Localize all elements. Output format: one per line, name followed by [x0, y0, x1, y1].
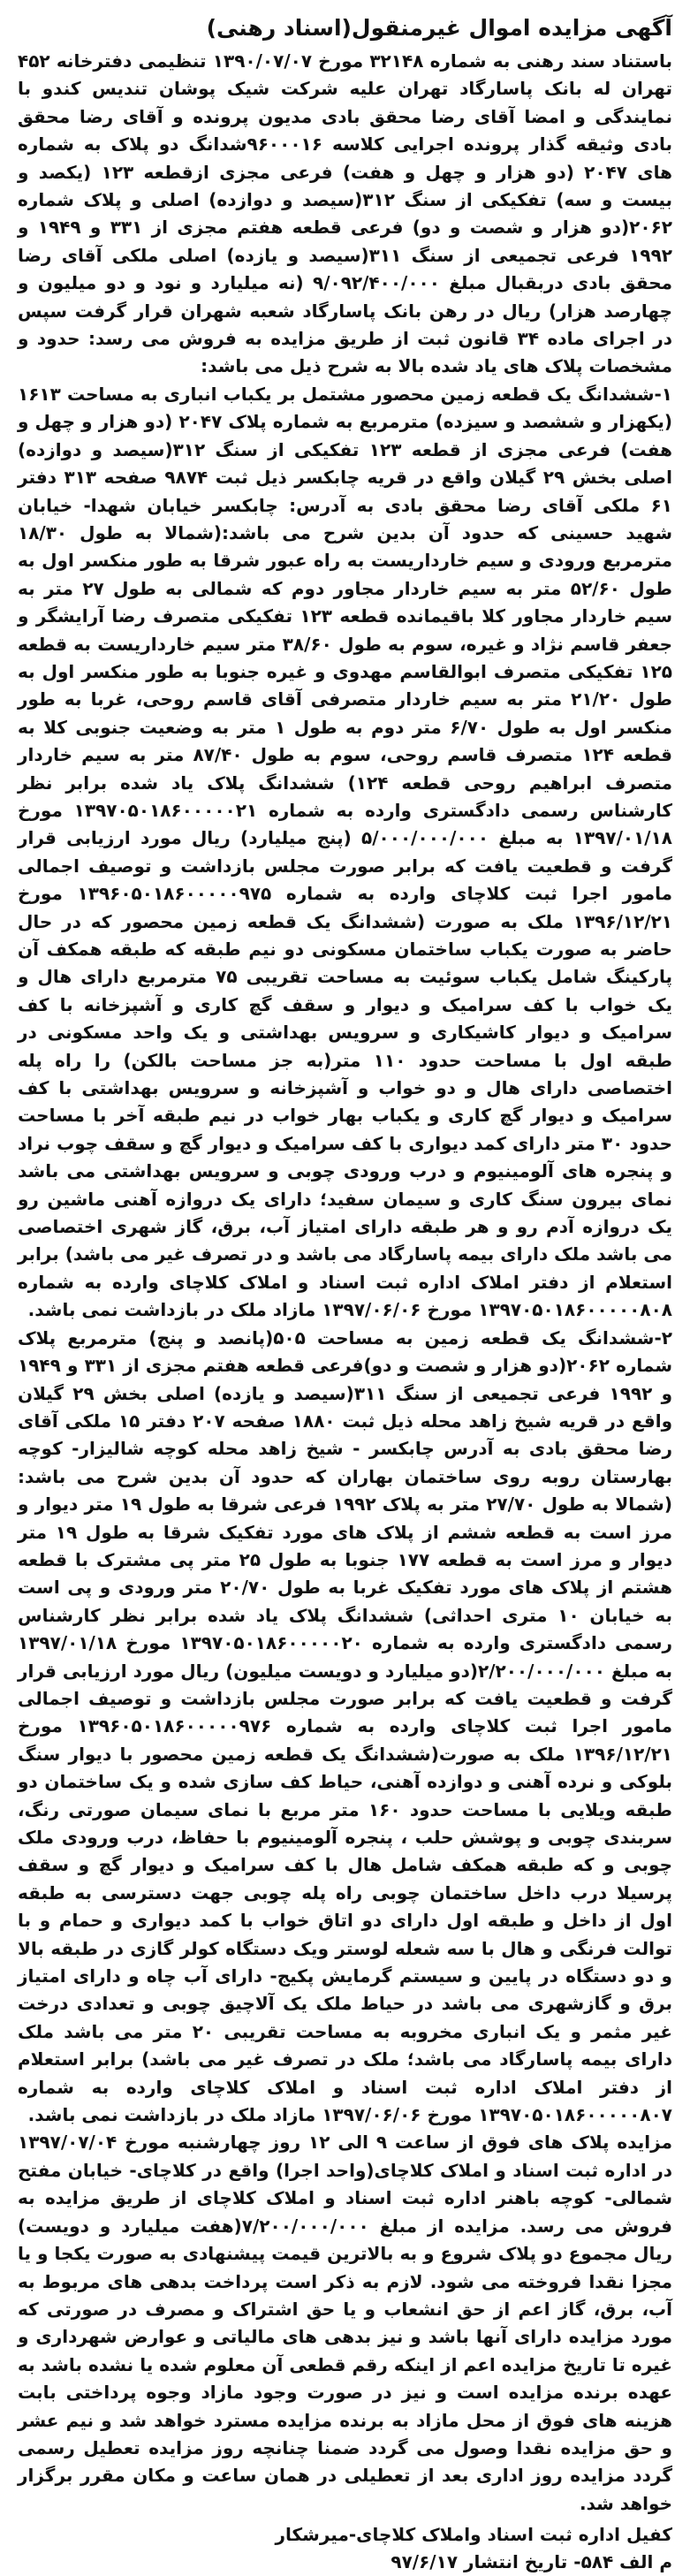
property-1-description: ۱-ششدانگ یک قطعه زمین محصور مشتمل بر یکباب انباری به مساحت ۱۶۱۳ (یکهزار و ششصد و سیزده) مترمربع به شماره پلاک ۲۰۴۷ (دو هزار و چهل و هفت) فرعی مجزی از قطعه ۱۲۳ تفکیکی از سنگ ۳۱۲(سیصد و دوازده) اصلی بخش ۲۹ گیلان واقع در قریه چابکسر ذیل ثبت ۹۸۷۴ صفحه ۳۱۳ دفتر ۶۱ ملکی آقای رضا محقق بادی به آدرس: چابکسر خیابان شهدا- خیابان شهید حسینی که حدود آن بدین شرح می باشد:(شمالا به طول ۱۸/۳۰ مترمربع ورودی و سیم خارداریست به راه عبور شرقا به طور منکسر اول به طول ۵۲/۶۰ متر به سیم خاردار مجاور دوم که شمالی به طول ۲۷ متر به سیم خاردار مجاور کلا باقیمانده قطعه ۱۲۳ تفکیکی متصرف رضا آرایشگر و جعفر قاسم نژاد و غیره، سوم به طول ۳۸/۶۰ متر سیم خارداریست به قطعه ۱۲۵ تفکیکی متصرف ابوالقاسم مهدوی و غیره جنوبا به طور منکسر اول به طول ۲۱/۲۰ متر به سیم خاردار متصرفی آقای قاسم روحی، غربا به طور منکسر اول به طول ۶/۷۰ متر دوم به طول ۱ متر به وضعیت جنوبی کلا به قطعه ۱۲۴ متصرف قاسم روحی، سوم به طول ۸۷/۴۰ متر به سیم خاردار متصرف ابراهیم روحی قطعه ۱۲۴) ششدانگ پلاک یاد شده برابر نظر کارشناس رسمی دادگستری وارده به شماره ۱۳۹۷۰۵۰۱۸۶۰۰۰۰۰۲۱ مورخ ۱۳۹۷/۰۱/۱۸ به مبلغ ۵/۰۰۰/۰۰۰/۰۰۰ (پنج میلیارد) ریال مورد ارزیابی قرار گرفت و قطعیت یافت که برابر صورت مجلس بازداشت و توصیف اجمالی مامور اجرا ثبت کلاچای وارده به شماره ۱۳۹۶۰۵۰۱۸۶۰۰۰۰۰۹۷۵ مورخ ۱۳۹۶/۱۲/۲۱ ملک به صورت (ششدانگ یک قطعه زمین محصور که در حال حاضر به صورت یکباب ساختمان مسکونی دو نیم طبقه که طبقه همکف آن پارکینگ شامل یکباب سوئیت به مساحت تقریبی ۷۵ مترمربع دارای هال و یک خواب با کف سرامیک و دیوار و سقف گچ کاری و آشپزخانه با کف سرامیک و دیوار کاشیکاری و سرویس بهداشتی و یک واحد مسکونی در طبقه اول با مساحت حدود ۱۱۰ متر(به جز مساحت بالکن) را راه پله اختصاصی دارای هال و دو خواب و آشپزخانه و سرویس بهداشتی با کف سرامیک و دیوار گچ کاری و یکباب بهار خواب در نیم طبقه آخر با مساحت حدود ۳۰ متر دارای کمد دیواری با کف سرامیک و دیوار گچ و سقف چوب نراد و پنجره های آلومینیوم و درب ورودی چوبی و سرویس بهداشتی می باشد نمای بیرون سنگ کاری و سیمان سفید؛ دارای یک دروازه آهنی ماشین رو یک دروازه آدم رو و هر طبقه دارای امتیاز آب، برق، گاز شهری اختصاصی می باشد ملک دارای بیمه پاسارگاد می باشد و در تصرف غیر می باشد) برابر استعلام از دفتر املاک اداره ثبت اسناد و املاک کلاچای وارده به شماره ۱۳۹۷۰۵۰۱۸۶۰۰۰۰۰۸۰۸ مورخ ۱۳۹۷/۰۶/۰۶ مازاد ملک در بازداشت نمی باشد.: [18, 383, 673, 1321]
publication-footer: م الف ۵۸۴- تاریخ انتشار ۹۷/۶/۱۷: [390, 2551, 672, 2573]
signature-line: کفیل اداره ثبت اسناد واملاک کلاچای-میرشکار: [275, 2524, 672, 2546]
notice-intro-paragraph: باستناد سند رهنی به شماره ۳۲۱۴۸ مورخ ۱۳۹۰/۰۷/۰۷ تنظیمی دفترخانه ۴۵۲ تهران له بانک پاسارگاد تهران علیه شرکت شیک پوشان تندیس کندو با نمایندگی و امضا آقای رضا محقق بادی مدیون پرونده و آقای رضا محقق بادی وثیقه گذار پرونده اجرایی کلاسه ۹۶۰۰۰۱۶شدانگ دو پلاک به شماره های ۲۰۴۷ (دو هزار و چهل و هفت) فرعی مجزی ازقطعه ۱۲۳ (یکصد و بیست و سه) تفکیکی از سنگ ۳۱۲(سیصد و دوازده) اصلی و پلاک شماره ۲۰۶۲(دو هزار و شصت و دو) فرعی قطعه هفتم مجزی از ۳۳۱ و ۱۹۴۹ و ۱۹۹۲ فرعی تجمیعی از سنگ ۳۱۱(سیصد و یازده) اصلی ملکی آقای رضا محقق بادی دربقبال مبلغ ۹/۰۹۲/۴۰۰/۰۰۰ (نه میلیارد و نود و دو میلیون و چهارصد هزار) ریال در رهن بانک پاسارگاد شعبه شهران قرار گرفت سپس در اجرای ماده ۳۴ قانون ثبت از طریق مزایده به فروش می رسد: حدود و مشخصات پلاک های یاد شده بالا به شرح ذیل می باشد:: [18, 50, 673, 377]
auction-terms-paragraph: مزایده پلاک های فوق از ساعت ۹ الی ۱۲ روز چهارشنبه مورخ ۱۳۹۷/۰۷/۰۴ در اداره ثبت اسناد و املاک کلاچای(واحد اجرا) واقع در کلاچای- خیابان مفتح شمالی- کوچه باهنر اداره ثبت اسناد و املاک کلاچای از طریق مزایده به فروش می رسد. مزایده از مبلغ ۷/۲۰۰/۰۰۰/۰۰۰(هفت میلیارد و دویست) ریال مجموع دو پلاک شروع و به بالاترین قیمت پیشنهادی به صورت یکجا و یا مجزا نقدا فروخته می شود. لازم به ذکر است پرداخت بدهی های مربوط به آب، برق، گاز اعم از حق انشعاب و یا حق اشتراک و مصرف در صورتی که مورد مزایده دارای آنها باشد و نیز بدهی های مالیاتی و عوارض شهرداری و غیره تا تاریخ مزایده اعم از اینکه رقم قطعی آن معلوم شده یا نشده باشد به عهده برنده مزایده است و نیز در صورت وجود مازاد وجوه پرداختی بابت هزینه های فوق از محل مازاد به برنده مزایده مسترد خواهد شد و نیم عشر و حق مزایده نقدا وصول می گردد ضمنا چنانچه روز مزایده تعطیل رسمی گردد مزایده روز اداری بعد از تعطیلی در همان ساعت و مکان مقرر برگزار خواهد شد.: [18, 2131, 672, 2514]
notice-title: آگهی مزایده اموال غیرمنقول(اسناد رهنی): [206, 15, 672, 41]
property-2-description: ۲-ششدانگ یک قطعه زمین به مساحت ۵۰۵(پانصد و پنج) مترمربع پلاک شماره ۲۰۶۲(دو هزار و شصت و دو)فرعی قطعه هفتم مجزی از ۳۳۱ و ۱۹۴۹ و ۱۹۹۲ فرعی تجمیعی از سنگ ۳۱۱(سیصد و یازده) اصلی بخش ۲۹ گیلان واقع در قریه شیخ زاهد محله ذیل ثبت ۱۸۸۰ صفحه ۲۰۷ دفتر ۱۵ ملکی آقای رضا محقق بادی به آدرس چابکسر - شیخ زاهد محله کوچه شالیزار- کوچه بهارستان روبه روی ساختمان بهاران که حدود آن بدین شرح می باشد:(شمالا به طول ۲۷/۷۰ متر به پلاک ۱۹۹۲ فرعی شرقا به طول ۱۹ متر دیوار و مرز است به قطعه ششم از پلاک های مورد تفکیک شرقا به طول ۱۹ متر دیوار و مرز است به قطعه ۱۷۷ جنوبا به طول ۲۵ متر پی مشترک با قطعه هشتم از پلاک های مورد تفکیک غربا به طول ۲۰/۷۰ متر ورودی و پی است به خیابان ۱۰ متری احداثی) ششدانگ پلاک یاد شده برابر نظر کارشناس رسمی دادگستری وارده به شماره ۱۳۹۷۰۵۰۱۸۶۰۰۰۰۰۲۰ مورخ ۱۳۹۷/۰۱/۱۸ به مبلغ ۲/۲۰۰/۰۰۰/۰۰۰(دو میلیارد و دویست میلیون) ریال مورد ارزیابی قرار گرفت و قطعیت یافت که برابر صورت مجلس بازداشت و توصیف اجمالی مامور اجرا ثبت کلاچای وارده به شماره ۱۳۹۶۰۵۰۱۸۶۰۰۰۰۰۹۷۶ مورخ ۱۳۹۶/۱۲/۲۱ ملک به صورت(ششدانگ یک قطعه زمین محصور با دیوار سنگ بلوکی و نرده آهنی و دوازده آهنی، حیاط کف سازی شده و یک ساختمان دو طبقه ویلایی با مساحت حدود ۱۶۰ متر مربع با نمای سیمان صورتی رنگ، سربندی چوبی و پوشش حلب ، پنجره آلومینیوم با حفاظ، درب ورودی ملک چوبی و که طبقه همکف شامل هال با کف سرامیک و دیوار گچ و سقف پرسیلا درب داخل ساختمان چوبی راه پله چوبی جهت دسترسی به طبقه اول از داخل و طبقه اول دارای دو اتاق خواب با کمد دیواری و حمام و با توالت فرنگی و هال با سه شعله لوستر ویک دستگاه کولر گازی در طبقه بالا و دو دستگاه در پایین و سیستم گرمایش پکیج- دارای آب چاه و دارای امتیاز برق و گازشهری می باشد در حیاط ملک یک آلاچیق چوبی و تعدادی درخت غیر مثمر و یک انباری مخروبه به مساحت تقریبی ۲۰ متر می باشد ملک دارای بیمه پاسارگاد می باشد؛ ملک در تصرف غیر می باشد) برابر استعلام از دفتر املاک اداره ثبت اسناد و املاک کلاچای وارده به شماره ۱۳۹۷۰۵۰۱۸۶۰۰۰۰۰۸۰۷ مورخ ۱۳۹۷/۰۶/۰۶ مازاد ملک در بازداشت نمی باشد.: [18, 1326, 673, 2126]
